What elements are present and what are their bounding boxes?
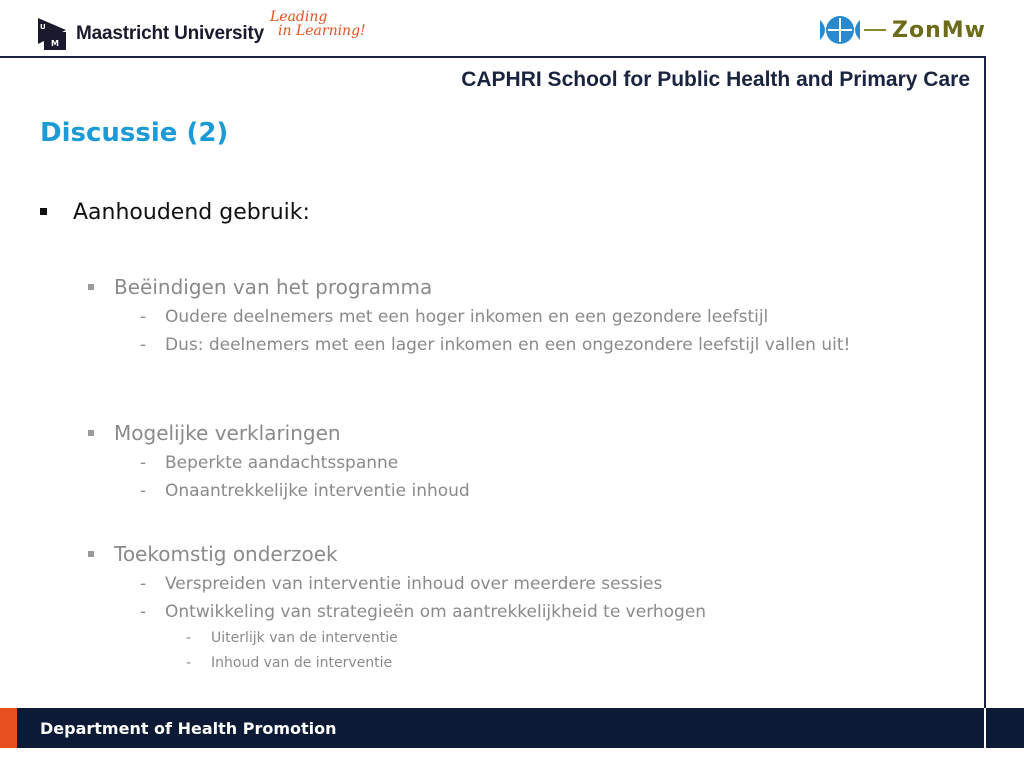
section-heading-text: Beëindigen van het programma bbox=[114, 275, 433, 299]
list-item-text: Ontwikkeling van strategieën om aantrekkelijkheid te verhogen bbox=[165, 602, 707, 622]
section-heading bbox=[88, 275, 432, 299]
slide-title: Discussie (2) bbox=[40, 118, 229, 148]
svg-text:M: M bbox=[51, 39, 59, 48]
section-heading bbox=[88, 542, 338, 566]
section-explanations bbox=[88, 421, 341, 445]
zonmw-logo-icon bbox=[818, 12, 862, 48]
tagline-line-2: in Learning! bbox=[278, 23, 366, 39]
list-item-text: Oudere deelnemers met een hoger inkomen en een gezondere leefstijl bbox=[165, 307, 769, 327]
zonmw-logo bbox=[818, 12, 986, 48]
section-2-items bbox=[88, 452, 965, 503]
sub-list-item bbox=[88, 628, 965, 648]
sub-list-item bbox=[88, 653, 965, 673]
section-future-research bbox=[88, 542, 338, 566]
main-bullet-text: Aanhoudend gebruik: bbox=[73, 200, 310, 225]
um-logo-icon bbox=[38, 18, 66, 50]
zonmw-logo-line bbox=[864, 29, 886, 31]
maastricht-university-logo bbox=[38, 16, 264, 52]
square-bullet-icon bbox=[88, 284, 94, 290]
sub-list-item-text: Uiterlijk van de interventie bbox=[211, 630, 398, 646]
square-bullet-icon bbox=[40, 208, 47, 215]
dash-bullet: - bbox=[140, 481, 147, 501]
list-item-text: Beperkte aandachtsspanne bbox=[165, 453, 399, 473]
university-name: Maastricht University bbox=[76, 23, 264, 44]
dash-bullet: - bbox=[140, 602, 147, 622]
school-name: CAPHRI School for Public Health and Primary Care bbox=[461, 68, 970, 91]
main-bullet bbox=[40, 200, 310, 225]
svg-text:U: U bbox=[40, 23, 46, 31]
sub-list-item-text: Inhoud van de interventie bbox=[211, 655, 393, 671]
section-ending-program bbox=[88, 275, 432, 299]
square-bullet-icon bbox=[88, 430, 94, 436]
right-frame-line bbox=[984, 56, 986, 748]
list-item bbox=[88, 480, 965, 503]
list-item bbox=[88, 573, 965, 596]
list-item-text: Dus: deelnemers met een lager inkomen en een ongezondere leefstijl vallen uit! bbox=[165, 335, 851, 355]
list-item bbox=[88, 334, 965, 357]
section-1-items bbox=[88, 306, 965, 357]
list-item bbox=[88, 306, 965, 329]
footer-department: Department of Health Promotion bbox=[40, 719, 337, 738]
section-heading bbox=[88, 421, 341, 445]
section-3-items bbox=[88, 573, 965, 673]
dash-bullet: - bbox=[140, 574, 147, 594]
tagline-line-1: Leading bbox=[270, 9, 328, 25]
dash-bullet: - bbox=[186, 655, 192, 671]
dash-bullet: - bbox=[140, 453, 147, 473]
list-item-text: Verspreiden van interventie inhoud over meerdere sessies bbox=[165, 574, 663, 594]
header-divider bbox=[0, 56, 986, 58]
university-tagline bbox=[270, 10, 366, 38]
list-item-text: Onaantrekkelijke interventie inhoud bbox=[165, 481, 470, 501]
partner-name: ZonMw bbox=[892, 17, 986, 43]
section-heading-text: Mogelijke verklaringen bbox=[114, 421, 341, 445]
section-heading-text: Toekomstig onderzoek bbox=[114, 542, 338, 566]
footer-divider bbox=[984, 708, 986, 748]
square-bullet-icon bbox=[88, 551, 94, 557]
footer-accent-block bbox=[0, 708, 17, 748]
dash-bullet: - bbox=[186, 630, 192, 646]
dash-bullet: - bbox=[140, 335, 147, 355]
list-item bbox=[88, 601, 965, 624]
list-item bbox=[88, 452, 965, 475]
dash-bullet: - bbox=[140, 307, 147, 327]
